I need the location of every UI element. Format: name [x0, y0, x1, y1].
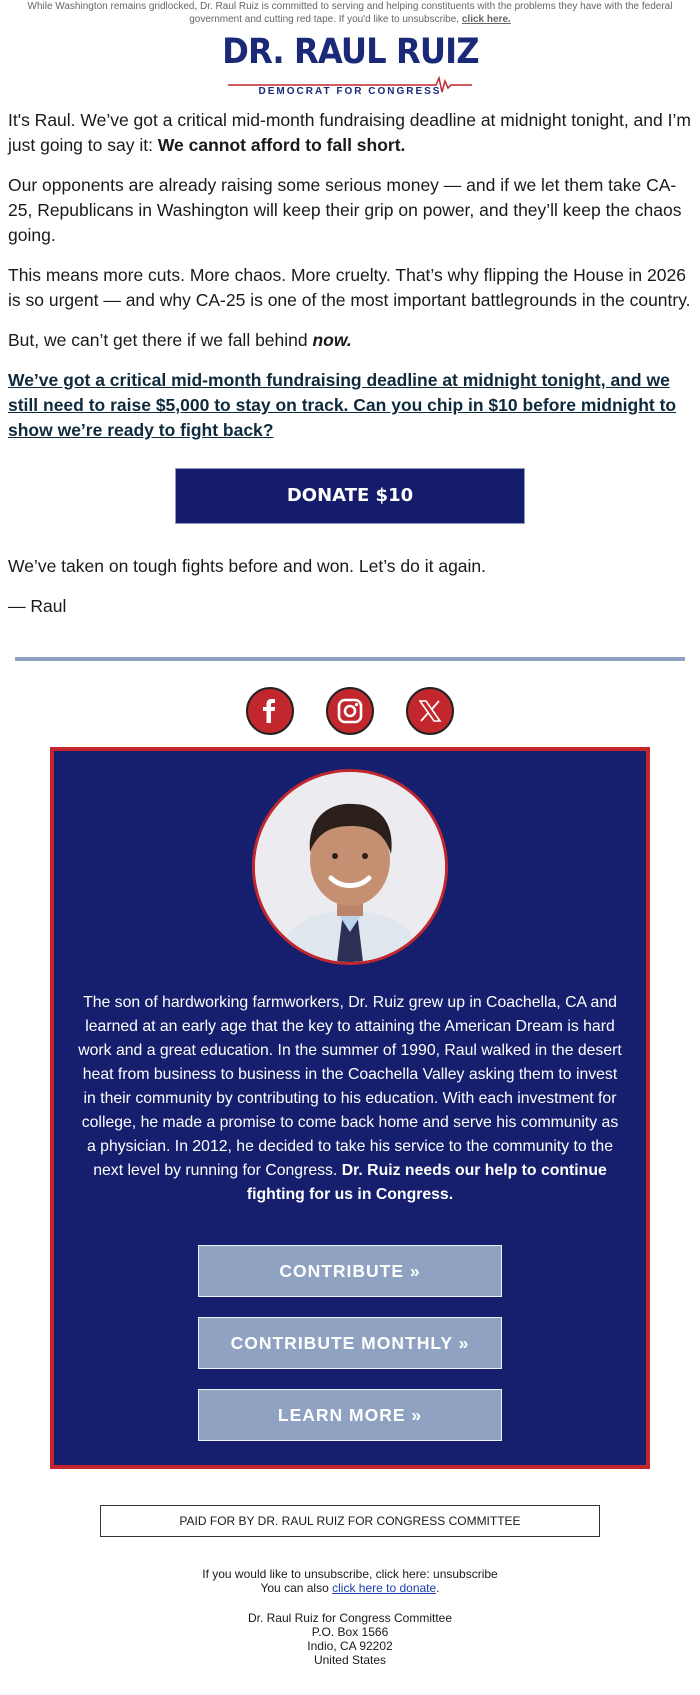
signoff: — Raul — [8, 596, 67, 616]
donate-line — [0, 1581, 700, 1595]
donate-suffix: . — [436, 1581, 440, 1595]
address-city: Indio, CA 92202 — [307, 1639, 393, 1653]
learn-more-button[interactable]: LEARN MORE » — [198, 1389, 502, 1441]
footer-donate-link[interactable]: click here to donate — [332, 1581, 437, 1595]
footer — [0, 1567, 700, 1667]
bio-panel — [50, 747, 650, 1469]
contribute-monthly-button[interactable]: CONTRIBUTE MONTHLY » — [198, 1317, 502, 1369]
contribute-button[interactable]: CONTRIBUTE » — [198, 1245, 502, 1297]
donate-text-link[interactable]: We’ve got a critical mid-month fundraising deadline at midnight tonight, and we still need to raise $5,000 to stay on track. Can you chip in $10 before midnight to show we’re ready to fight back? — [8, 370, 677, 440]
address-org: Dr. Raul Ruiz for Congress Committee — [247, 1611, 453, 1625]
divider — [15, 657, 685, 661]
preheader-text: While Washington remains gridlocked, Dr. Raul Ruiz is committed to serving and helping constituents with the problems they have with the federal government and cutting red tape. If you'd like to unsubscribe, — [27, 1, 673, 25]
instagram-icon[interactable] — [326, 687, 374, 735]
unsubscribe-line[interactable]: If you would like to unsubscribe, click here: unsubscribe — [202, 1567, 498, 1581]
letter-body — [0, 108, 700, 619]
bio-paragraph: The son of hardworking farmworkers, Dr. Ruiz grew up in Coachella, CA and learned at an early age that the key to attaining the American Dream is hard work and a great education. In the summer of 1990, Raul walked in the desert heat from business to business in the Coachella Valley asking them to invest in their community by contributing to his education. With each investment for college, he made a promise to come back home and serve his community as a physician. In 2012, he decided to take his service to the community to the next level by running for Congress. — [78, 994, 622, 1179]
lead-paragraph — [8, 368, 692, 443]
paragraph-1-text: It's Raul. We’ve got a critical mid-month fundraising deadline at midnight tonight, and I’m just going to say it: — [8, 110, 691, 155]
social-links — [0, 687, 700, 735]
address-po: P.O. Box 1566 — [311, 1625, 389, 1639]
preheader — [0, 0, 700, 26]
donate-wrap — [8, 468, 692, 524]
cta-group — [74, 1245, 626, 1441]
paragraph-3: This means more cuts. More chaos. More cruelty. That’s why flipping the House in 2026 is so urgent — and why CA-25 is one of the most important battlegrounds in the country. — [8, 265, 691, 310]
logo-name: DR. RAUL RUIZ — [221, 32, 479, 72]
bio-bold: Dr. Ruiz needs our help to continue fighting for us in Congress. — [246, 1162, 607, 1203]
paragraph-4-text: But, we can’t get there if we fall behind — [8, 330, 313, 350]
facebook-icon[interactable] — [246, 687, 294, 735]
paragraph-1 — [8, 108, 692, 158]
candidate-portrait-icon — [255, 772, 445, 962]
bio-text — [74, 991, 626, 1207]
address-country: United States — [313, 1653, 387, 1667]
logo — [0, 32, 700, 98]
paragraph-1-bold: We cannot afford to fall short. — [157, 135, 406, 155]
paragraph-4-emphasis: now. — [312, 330, 352, 350]
paragraph-2: Our opponents are already raising some serious money — and if we let them take CA-25, Republicans in Washington will keep their grip on power, and they’ll keep the chaos going. — [8, 175, 682, 245]
paid-for-disclaimer: PAID FOR BY DR. RAUL RUIZ FOR CONGRESS COMMITTEE — [100, 1505, 600, 1537]
unsubscribe-link-top[interactable]: click here. — [461, 14, 511, 25]
logo-tagline: DEMOCRAT FOR CONGRESS — [258, 86, 442, 97]
x-icon[interactable] — [406, 687, 454, 735]
candidate-photo — [252, 769, 448, 965]
donate-10-button[interactable]: DONATE $10 — [175, 468, 525, 524]
donate-prefix: You can also — [260, 1581, 333, 1595]
paragraph-5: We’ve taken on tough fights before and won. Let’s do it again. — [8, 556, 487, 576]
paragraph-4 — [8, 328, 692, 353]
